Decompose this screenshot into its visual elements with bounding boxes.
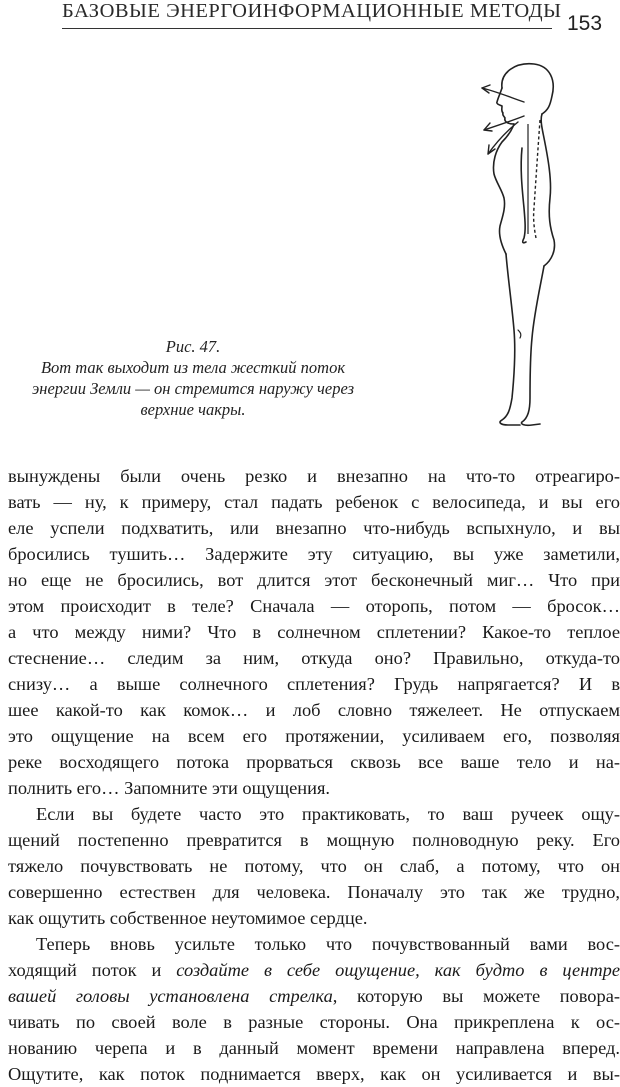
figure-caption: [8, 336, 378, 420]
paragraph-1-line: вынуждены были очень резко и внезапно на что-то отреагиро-: [8, 466, 620, 486]
caption-line: энергии Земли — он стремится наружу через: [31, 379, 355, 398]
plain-text: ходящий поток и: [8, 960, 177, 980]
front-leg-outline: [500, 254, 520, 425]
paragraph-2-line: щений постепенно превратится в мощную полноводную реку. Его: [8, 830, 620, 850]
arm-outline: [521, 148, 526, 243]
paragraph-1-line: вать — ну, к примеру, стал падать ребенок с велосипеда, и вы его: [8, 492, 620, 512]
standing-figure-illustration: [462, 58, 577, 433]
paragraph-1-line: еле успели подхватить, или внезапно что-нибудь вспыхнуло, и вы: [8, 518, 620, 538]
paragraph-1-line: полнить его… Запомните эти ощущения.: [8, 778, 331, 798]
paragraph-1-line: этом происходит в теле? Сначала — оторопь, потом — бросок…: [8, 596, 620, 616]
paragraph-1-line: снизу… а выше солнечного сплетения? Грудь напрягается? И в: [8, 674, 620, 694]
paragraph-3-line: Ощутите, как поток поднимается вверх, как он усиливается и вы-: [8, 1064, 620, 1084]
paragraph-3-line: нованию черепа и в данный момент времени направлена вперед.: [8, 1038, 620, 1058]
header-rule: [62, 28, 552, 29]
italic-text: вашей головы установлена стрелка: [8, 986, 333, 1006]
body-text: [8, 463, 620, 1087]
spine-channel: [534, 120, 540, 238]
paragraph-2-line: как ощутить собственное неутомимое сердце.: [8, 908, 368, 928]
running-head: БАЗОВЫЕ ЭНЕРГОИНФОРМАЦИОННЫЕ МЕТОДЫ: [62, 0, 562, 22]
paragraph-1-line: реке восходящего потока прорваться сквозь все ваше тело и на-: [8, 752, 620, 772]
paragraph-3-line: чивать по своей воле в разные стороны. Она прикреплена к ос-: [8, 1012, 620, 1032]
paragraph-1-line: а что между ними? Что в солнечном сплетении? Какое-то теплое: [8, 622, 620, 642]
paragraph-1-line: стеснение… следим за ним, откуда оно? Правильно, откуда-то: [8, 648, 620, 668]
paragraph-2-line: тяжело почувствовать не потому, что он слаб, а потому, что он: [8, 856, 620, 876]
paragraph-3-line: [8, 983, 620, 1009]
paragraph-1-line: бросились тушить… Задержите эту ситуацию, вы уже заметили,: [8, 544, 620, 564]
paragraph-3-line: [8, 957, 620, 983]
page-number: 153: [567, 12, 603, 35]
back-leg-outline: [521, 266, 544, 425]
back-outline: [541, 114, 554, 266]
caption-line: верхние чакры.: [140, 400, 246, 419]
paragraph-2-line: Если вы будете часто это практиковать, то ваш ручеек ощу-: [36, 804, 620, 824]
head-outline: [502, 64, 553, 114]
body-outline: [493, 64, 554, 426]
paragraph-2-line: совершенно естествен для человека. Поначалу это так же трудно,: [8, 882, 620, 902]
energy-arrows: [482, 85, 524, 154]
arrow-upper: [482, 88, 524, 102]
paragraph-1-line: но еще не бросились, вот длится этот бесконечный миг… Что при: [8, 570, 620, 590]
plain-text: , которую вы можете повора-: [332, 986, 620, 1006]
caption-line: Вот так выходит из тела жесткий поток: [40, 358, 346, 377]
caption-number: Рис. 47.: [165, 337, 221, 356]
paragraph-3-line: Теперь вновь усильте только что почувствованный вами вос-: [36, 934, 620, 954]
paragraph-1-line: шее какой-то как комок… и лоб словно тяжелеет. Не отпускаем: [8, 700, 620, 720]
italic-text: создайте в себе ощущение, как будто в центре: [176, 960, 620, 980]
paragraph-1-line: это ощущение на всем его протяжении, усиливаем его, позволяя: [8, 726, 620, 746]
